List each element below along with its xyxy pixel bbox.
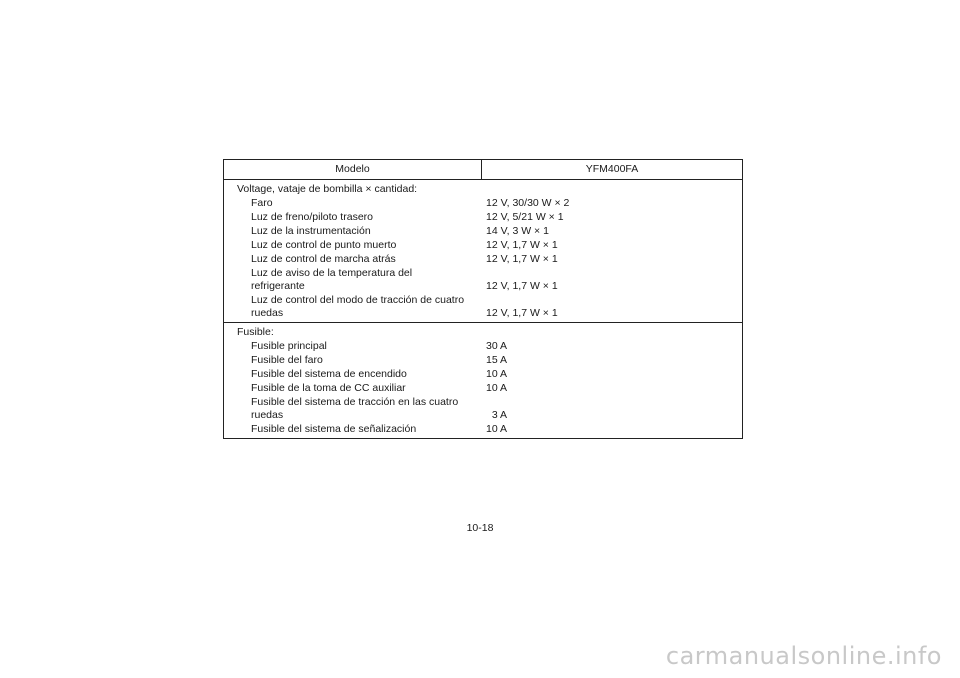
row-value: 3 A [486, 408, 508, 421]
row-label [224, 266, 470, 293]
row-label-line: Luz de freno/piloto trasero [251, 210, 373, 223]
row-label-line: Faro [251, 196, 273, 209]
header-model-value: YFM400FA [585, 163, 639, 175]
row-value: 12 V, 1,7 W × 1 [486, 252, 558, 265]
watermark: carmanualsonline.info [665, 642, 942, 670]
section-title: Voltage, vataje de bombilla × cantidad: [237, 183, 418, 195]
row-value: 12 V, 30/30 W × 2 [486, 196, 570, 209]
row-value: 12 V, 1,7 W × 1 [486, 279, 558, 292]
row-label-line: Fusible del sistema de encendido [251, 367, 407, 380]
table-header [224, 160, 742, 180]
spec-table [223, 159, 743, 439]
row-value: 10 A [486, 422, 508, 435]
row-label [224, 251, 470, 266]
table-row [224, 252, 742, 266]
table-row [224, 367, 742, 381]
table-section [224, 323, 742, 438]
table-row [224, 293, 742, 320]
row-value: 12 V, 1,7 W × 1 [486, 306, 558, 319]
row-label [224, 237, 470, 252]
table-row [224, 238, 742, 252]
row-label [224, 380, 470, 395]
row-label-line: Fusible del faro [251, 353, 323, 366]
row-label [224, 209, 470, 224]
row-label [224, 338, 470, 353]
row-label [224, 352, 470, 367]
row-label-line: refrigerante [251, 279, 305, 292]
table-row [224, 422, 742, 436]
row-value: 14 V, 3 W × 1 [486, 224, 549, 237]
table-section [224, 180, 742, 323]
row-label-line: Fusible del sistema de tracción en las cuatro [251, 395, 459, 408]
row-label-line: ruedas [251, 408, 284, 421]
table-row [224, 395, 742, 422]
table-body [224, 180, 742, 438]
row-label [224, 366, 470, 381]
row-label-line: Luz de la instrumentación [251, 224, 371, 237]
header-model-label: Modelo [224, 160, 482, 179]
row-label-line: Luz de aviso de la temperatura del [251, 266, 413, 279]
table-row [224, 339, 742, 353]
table-row [224, 196, 742, 210]
row-label-line: Fusible del sistema de señalización [251, 422, 417, 435]
row-value: 10 A [486, 381, 508, 394]
row-value: 12 V, 1,7 W × 1 [486, 238, 558, 251]
row-label [224, 195, 470, 210]
row-label-line: Fusible principal [251, 339, 327, 352]
row-label-line: Luz de control del modo de tracción de cuatro [251, 293, 465, 306]
table-row [224, 381, 742, 395]
row-label [224, 395, 470, 422]
table-row [224, 210, 742, 224]
row-label [224, 293, 470, 320]
row-value: 12 V, 5/21 W × 1 [486, 210, 564, 223]
row-label-line: Luz de control de punto muerto [251, 238, 397, 251]
table-row [224, 266, 742, 293]
section-title: Fusible: [237, 326, 274, 338]
row-label [224, 421, 470, 436]
row-value: 10 A [486, 367, 508, 380]
row-label [224, 223, 470, 238]
row-label-line: Luz de control de marcha atrás [251, 252, 396, 265]
row-value: 30 A [486, 339, 508, 352]
row-label-line: ruedas [251, 306, 284, 319]
row-value: 15 A [486, 353, 508, 366]
table-row [224, 353, 742, 367]
table-row [224, 224, 742, 238]
row-label-line: Fusible de la toma de CC auxiliar [251, 381, 406, 394]
page-number: 10-18 [466, 522, 494, 534]
